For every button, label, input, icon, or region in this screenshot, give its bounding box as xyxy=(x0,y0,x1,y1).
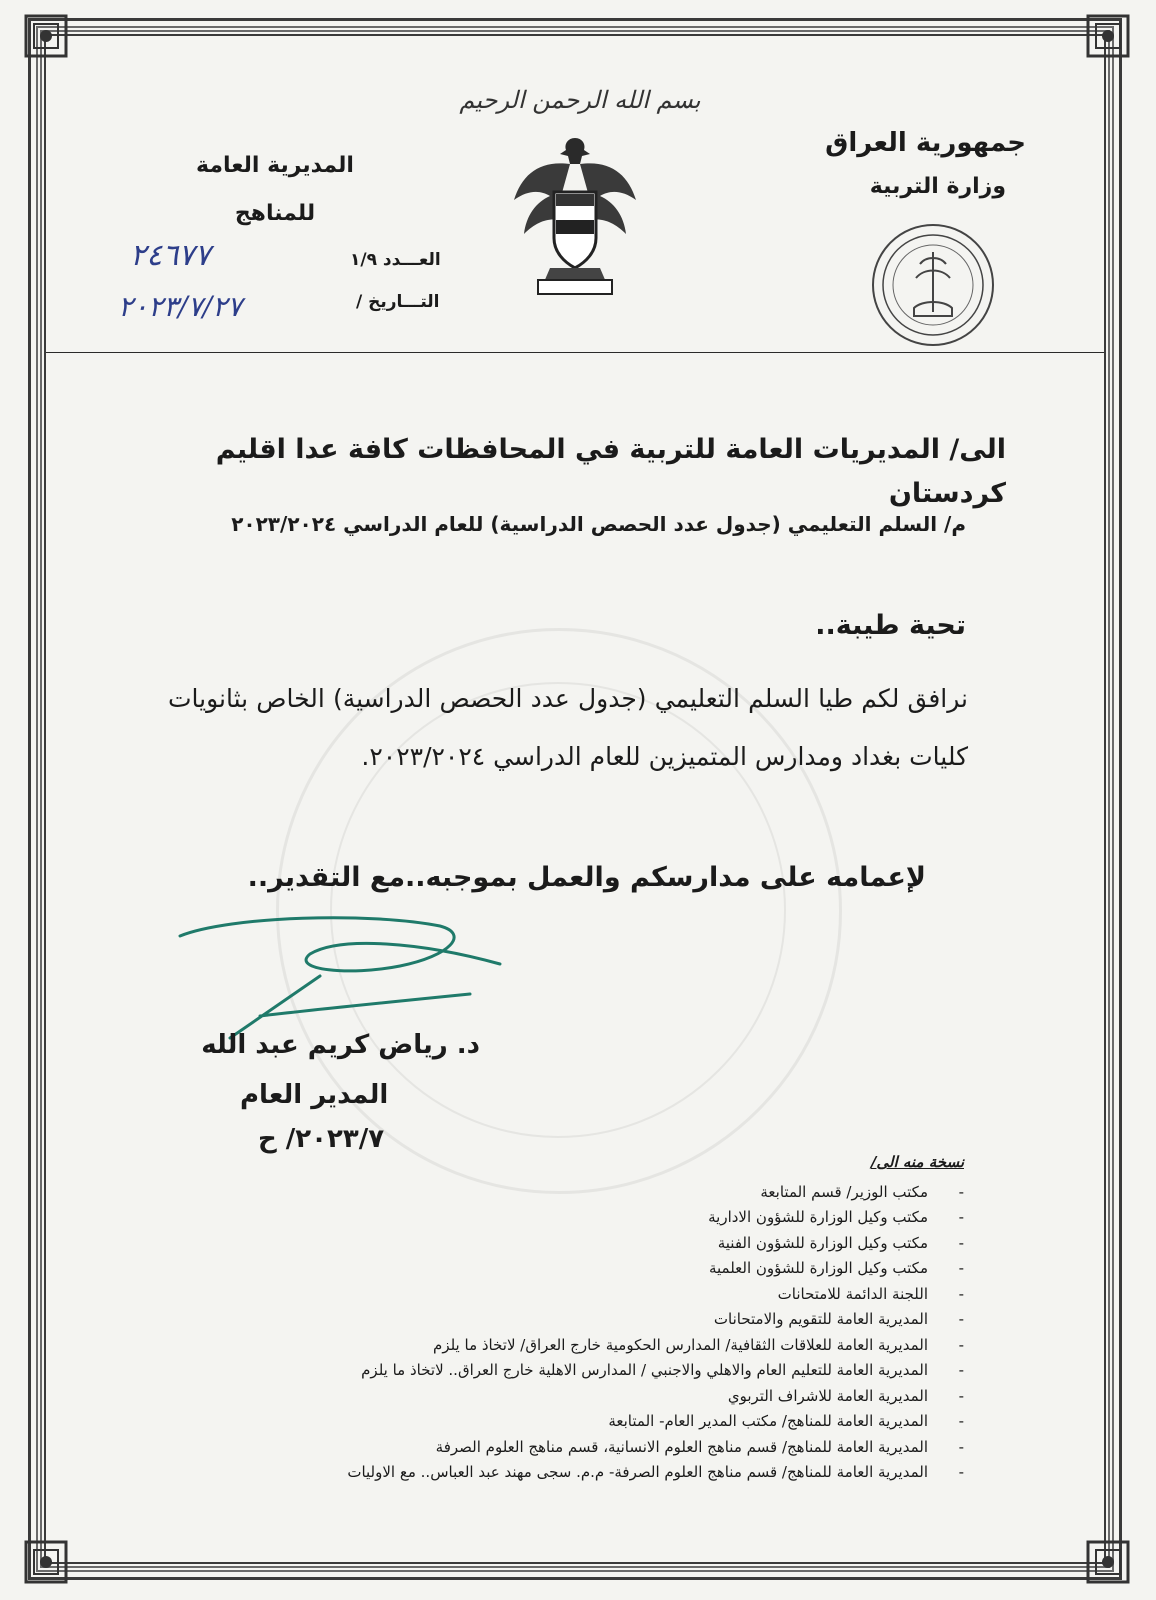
list-item: - المديرية العامة للاشراف التربوي xyxy=(204,1384,964,1410)
letter-body: نرافق لكم طيا السلم التعليمي (جدول عدد الحصص الدراسية) الخاص بثانويات كليات بغداد ومدارس المتميزين للعام الدراسي ٢٠٢٣/٢٠٢٤. xyxy=(168,684,968,771)
subject-line: م/ السلم التعليمي (جدول عدد الحصص الدراسية) للعام الدراسي ٢٠٢٣/٢٠٢٤ xyxy=(231,512,966,536)
recipient-line: الى/ المديريات العامة للتربية في المحافظات كافة عدا اقليم كردستان xyxy=(215,434,1006,509)
signer-title: المدير العام xyxy=(240,1080,389,1110)
copies-list xyxy=(204,1180,964,1486)
list-item: - المديرية العامة للتعليم العام والاهلي والاجنبي / المدارس الاهلية خارج العراق.. لاتخاذ ما يلزم xyxy=(204,1358,964,1384)
directorate-header xyxy=(180,142,370,238)
list-item: - مكتب الوزير/ قسم المتابعة xyxy=(204,1180,964,1206)
number-label: العـــدد ١/٩ xyxy=(350,250,441,270)
iraq-eagle-emblem-icon xyxy=(510,130,640,300)
signature-date: ٢٠٢٣/٧/ ح xyxy=(258,1124,385,1154)
bismillah-text: بسم الله الرحمن الرحيم xyxy=(459,86,701,114)
list-item: - مكتب وكيل الوزارة للشؤون الفنية xyxy=(204,1231,964,1257)
corner-ornament-icon xyxy=(1086,14,1130,58)
number-value: ٢٤٦٧٧ xyxy=(130,238,211,273)
directorate-line-2: للمناهج xyxy=(234,201,316,226)
list-item: - المديرية العامة للمناهج/ مكتب المدير العام- المتابعة xyxy=(204,1409,964,1435)
list-item: - مكتب وكيل الوزارة للشؤون الادارية xyxy=(204,1205,964,1231)
list-item: - مكتب وكيل الوزارة للشؤون العلمية xyxy=(204,1256,964,1282)
directorate-line-1: المديرية العامة xyxy=(196,153,354,178)
list-item: - المديرية العامة للمناهج/ قسم مناهج العلوم الصرفة- م.م. سجى مهند عبد العباس.. مع الاوليات xyxy=(204,1460,964,1486)
closing-line: لإعمامه على مدارسكم والعمل بموجبه..مع التقدير.. xyxy=(247,862,926,893)
date-label: التـــاريخ / xyxy=(356,292,440,312)
corner-ornament-icon xyxy=(24,14,68,58)
greeting: تحية طيبة.. xyxy=(815,610,966,641)
ministry-name: وزارة التربية xyxy=(869,174,1006,199)
list-item: - المديرية العامة للمناهج/ قسم مناهج العلوم الانسانية، قسم مناهج العلوم الصرفة xyxy=(204,1435,964,1461)
corner-ornament-icon xyxy=(1086,1540,1130,1584)
date-value: ٢٠٢٣/٧/٢٧ xyxy=(118,290,243,323)
corner-ornament-icon xyxy=(24,1540,68,1584)
copies-title: نسخة منه الى/ xyxy=(870,1153,964,1171)
list-item: - اللجنة الدائمة للامتحانات xyxy=(204,1282,964,1308)
signer-name: د. رياض كريم عبد الله xyxy=(201,1030,480,1060)
header-divider xyxy=(46,352,1104,353)
ministry-seal-icon xyxy=(870,222,996,348)
copies-section xyxy=(204,1150,964,1486)
republic-name: جمهورية العراق xyxy=(825,128,1026,158)
list-item: - المديرية العامة للتقويم والامتحانات xyxy=(204,1307,964,1333)
list-item: - المديرية العامة للعلاقات الثقافية/ المدارس الحكومية خارج العراق/ لاتخاذ ما يلزم xyxy=(204,1333,964,1359)
ministry-header xyxy=(766,128,1026,199)
